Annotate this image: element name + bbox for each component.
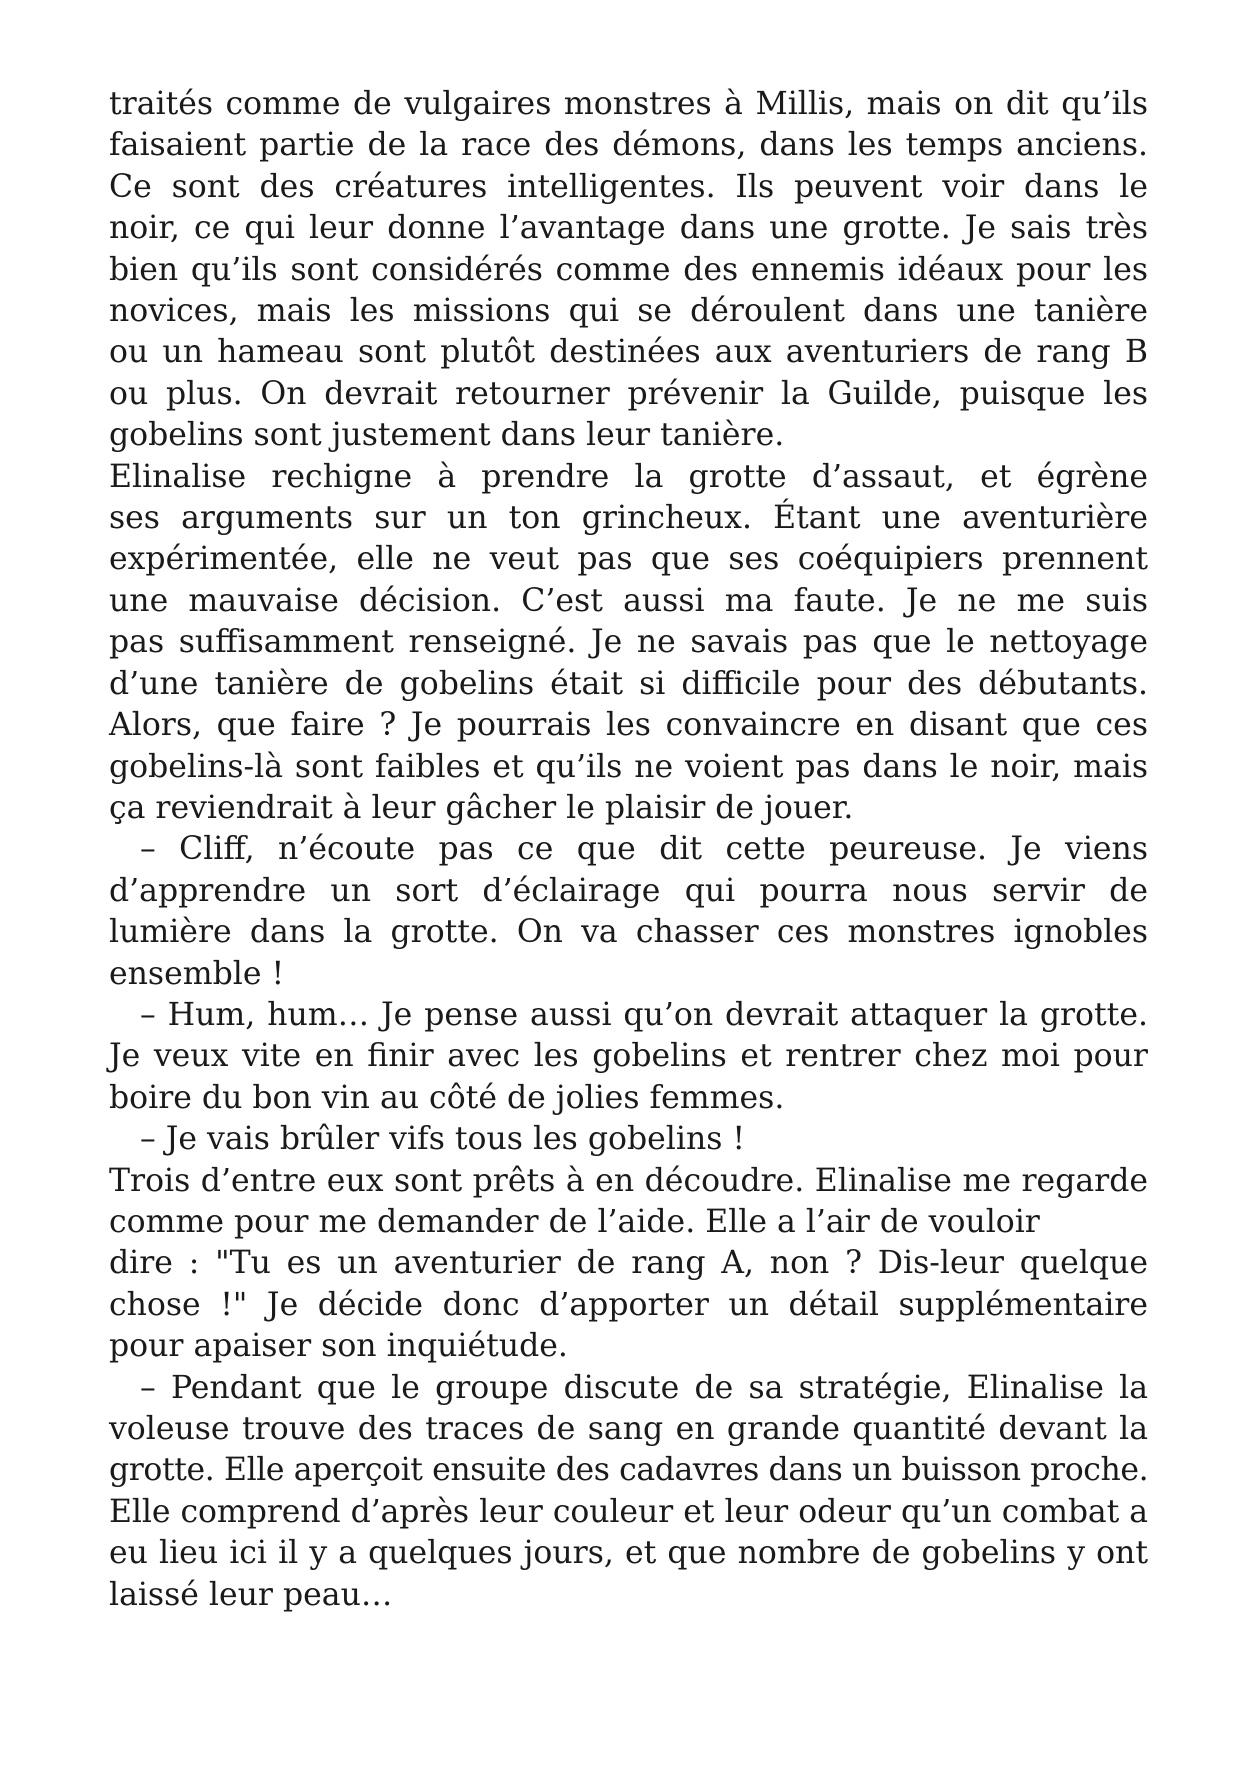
text-line: – Hum, hum… Je pense aussi qu’on devrait attaquer la grotte. xyxy=(140,996,1148,1033)
text-line: ensemble ! xyxy=(109,955,285,992)
text-line: Je veux vite en finir avec les gobelins et rentrer chez moi pour xyxy=(109,1038,1148,1075)
text-line: Elle comprend d’après leur couleur et leur odeur qu’un combat a xyxy=(109,1493,1148,1530)
text-line: ça reviendrait à leur gâcher le plaisir de jouer. xyxy=(109,789,854,826)
text-line: Elinalise rechigne à prendre la grotte d’assaut, et égrène xyxy=(109,458,1148,495)
text-line: bien qu’ils sont considérés comme des ennemis idéaux pour les xyxy=(109,251,1148,288)
text-line: lumière dans la grotte. On va chasser ces monstres ignobles xyxy=(109,914,1148,951)
text-line: – Je vais brûler vifs tous les gobelins ! xyxy=(140,1121,746,1158)
text-line: Ce sont des créatures intelligentes. Ils peuvent voir dans le xyxy=(109,168,1148,205)
text-line: expérimentée, elle ne veut pas que ses coéquipiers prennent xyxy=(109,541,1148,578)
paragraph-goblins-description xyxy=(109,84,1148,457)
text-line: d’une tanière de gobelins était si difficile pour des débutants. xyxy=(109,665,1148,702)
text-line: Alors, que faire ? Je pourrais les convaincre en disant que ces xyxy=(109,707,1148,744)
text-line: ou un hameau sont plutôt destinées aux aventuriers de rang B xyxy=(109,334,1148,371)
text-line: chose !" Je décide donc d’apporter un détail supplémentaire xyxy=(109,1286,1148,1323)
paragraph-three-ready xyxy=(109,1161,1148,1368)
text-line: comme pour me demander de l’aide. Elle a l’air de vouloir xyxy=(109,1203,1040,1240)
text-line: gobelins sont justement dans leur tanière. xyxy=(109,417,785,454)
paragraph-dialogue-strategy xyxy=(109,1368,1148,1616)
text-line: pas suffisamment renseigné. Je ne savais pas que le nettoyage xyxy=(109,624,1148,661)
text-line: eu lieu ici il y a quelques jours, et que nombre de gobelins y ont xyxy=(109,1535,1148,1572)
text-line: novices, mais les missions qui se déroulent dans une tanière xyxy=(109,293,1148,330)
paragraph-dialogue-burn xyxy=(109,1119,1148,1160)
text-line: – Cliff, n’écoute pas ce que dit cette peureuse. Je viens xyxy=(140,831,1148,868)
text-line: – Pendant que le groupe discute de sa stratégie, Elinalise la xyxy=(140,1369,1148,1406)
text-line: voleuse trouve des traces de sang en grande quantité devant la xyxy=(109,1411,1148,1447)
text-line: Trois d’entre eux sont prêts à en découdre. Elinalise me regarde xyxy=(109,1162,1148,1199)
text-line: ses arguments sur un ton grincheux. Étant une aventurière xyxy=(109,500,1148,537)
text-line: pour apaiser son inquiétude. xyxy=(109,1328,568,1365)
paragraph-dialogue-cliff xyxy=(109,829,1148,995)
text-line: boire du bon vin au côté de jolies femmes. xyxy=(109,1079,785,1116)
text-line: ou plus. On devrait retourner prévenir la Guilde, puisque les xyxy=(109,375,1148,412)
paragraph-dialogue-hum xyxy=(109,995,1148,1119)
paragraph-elinalise-reluctance xyxy=(109,457,1148,830)
text-line: faisaient partie de la race des démons, dans les temps anciens. xyxy=(109,127,1148,164)
text-line: noir, ce qui leur donne l’avantage dans une grotte. Je sais très xyxy=(109,210,1148,247)
text-line: traités comme de vulgaires monstres à Millis, mais on dit qu’ils xyxy=(109,86,1148,122)
text-line: gobelins-là sont faibles et qu’ils ne voient pas dans le noir, mais xyxy=(109,748,1148,785)
text-line: laissé leur peau… xyxy=(109,1576,393,1613)
text-line: grotte. Elle aperçoit ensuite des cadavres dans un buisson proche. xyxy=(109,1452,1149,1489)
book-page xyxy=(109,84,1148,1616)
text-line: dire : "Tu es un aventurier de rang A, non ? Dis-leur quelque xyxy=(109,1245,1148,1282)
text-line: une mauvaise décision. C’est aussi ma faute. Je ne me suis xyxy=(109,582,1148,619)
text-line: d’apprendre un sort d’éclairage qui pourra nous servir de xyxy=(109,872,1148,909)
